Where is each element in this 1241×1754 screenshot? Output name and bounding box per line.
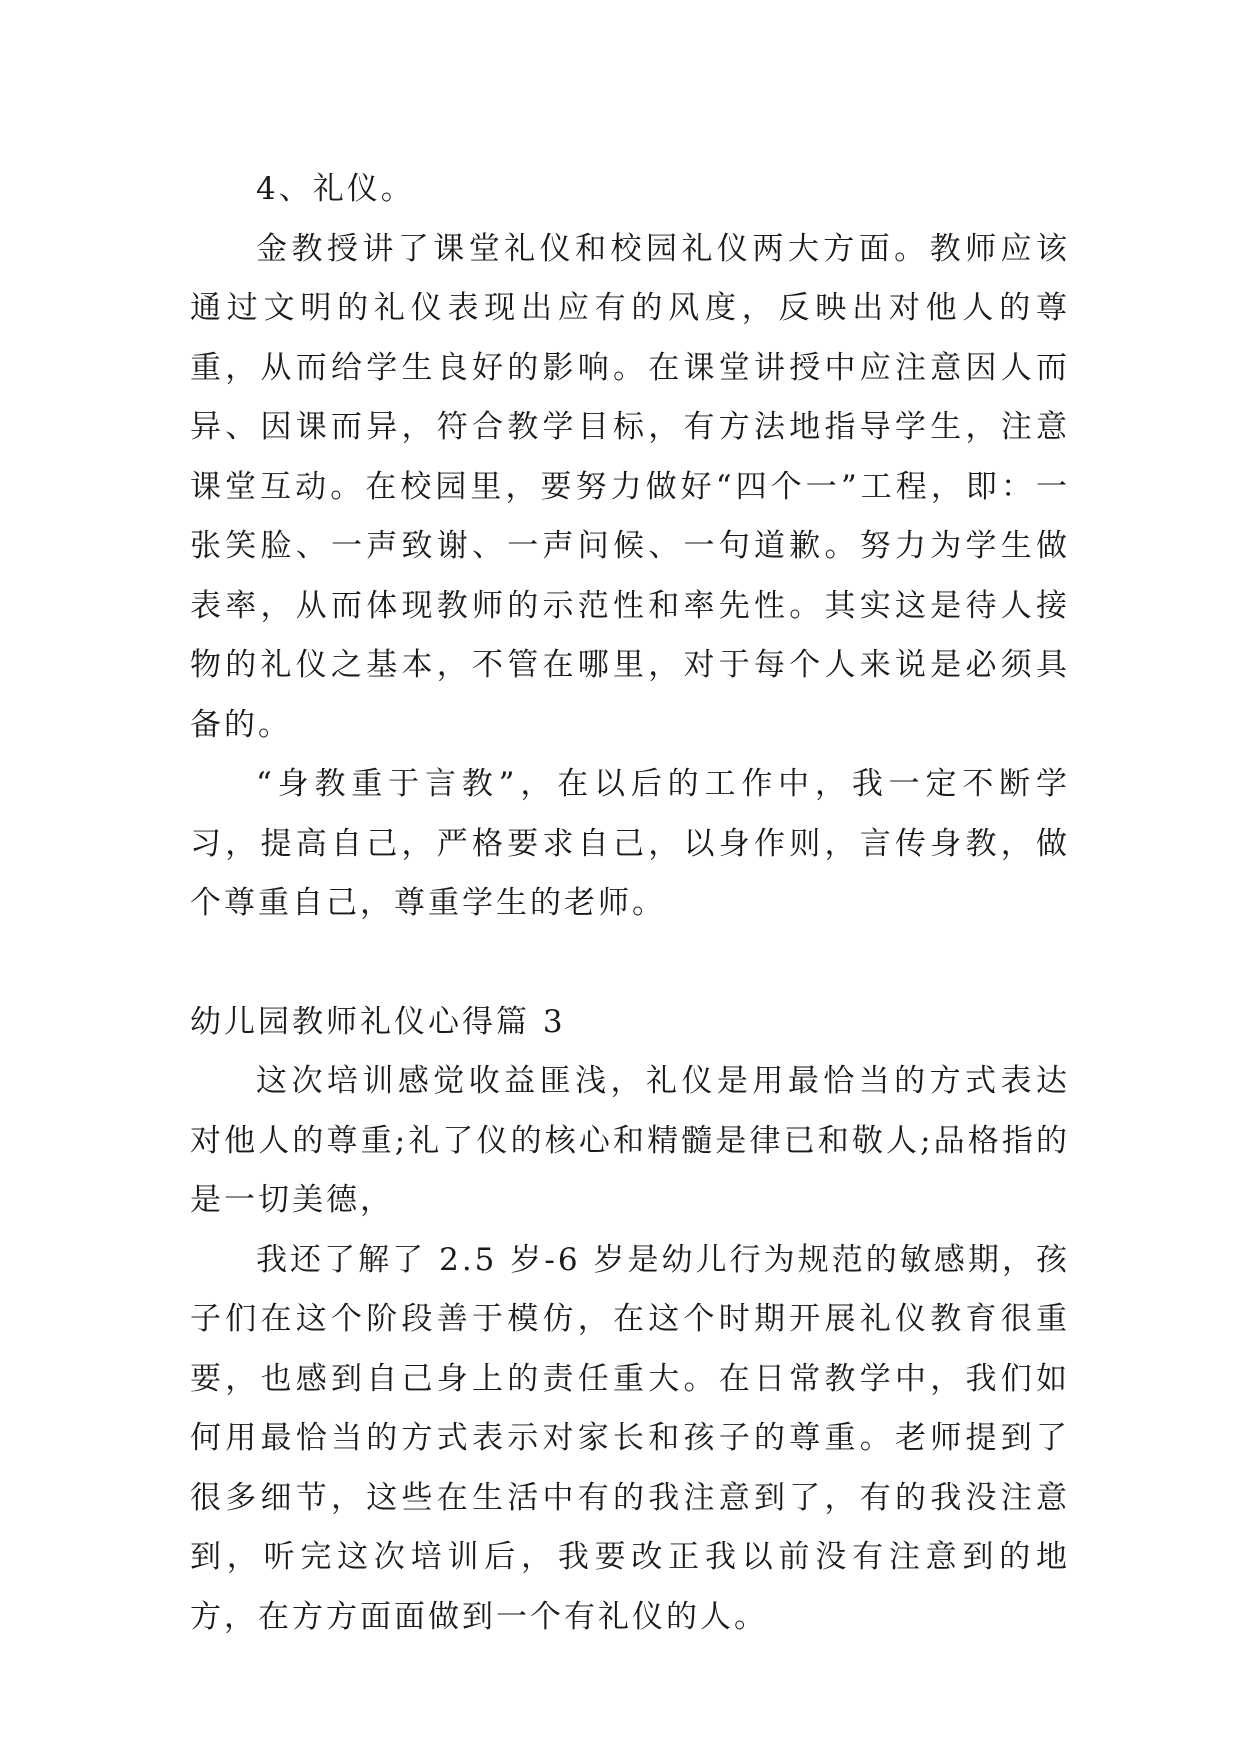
section-gap	[190, 934, 1070, 993]
paragraph-conclusion: “身教重于言教”，在以后的工作中，我一定不断学习，提高自己，严格要求自己，以身作则，言传身教，做个尊重自己，尊重学生的老师。	[190, 766, 1070, 921]
article-title: 幼儿园教师礼仪心得篇 3	[190, 1003, 566, 1040]
paragraph-sensitive-period: 我还了解了 2.5 岁-6 岁是幼儿行为规范的敏感期，孩子们在这个阶段善于模仿，在这个时期开展礼仪教育很重要，也感到自己身上的责任重大。在日常教学中，我们如何用最恰当的方式表示对家长和孩子的尊重。老师提到了很多细节，这些在生活中有的我注意到了，有的我没注意到，听完这次培训后，我要改正我以前没有注意到的地方，在方方面面做到一个有礼仪的人。	[190, 1241, 1070, 1635]
section-item-heading: 4、礼仪。	[256, 171, 415, 207]
paragraph-etiquette: 金教授讲了课堂礼仪和校园礼仪两大方面。教师应该通过文明的礼仪表现出应有的风度，反映出对他人的尊重，从而给学生良好的影响。在课堂讲授中应注意因人而异、因课而异，符合教学目标，有方法地指导学生，注意课堂互动。在校园里，要努力做好“四个一”工程，即：一张笑脸、一声致谢、一声问候、一句道歉。努力为学生做表率，从而体现教师的示范性和率先性。其实这是待人接物的礼仪之基本，不管在哪里，对于每个人来说是必须具备的。	[190, 230, 1070, 743]
paragraph-training: 这次培训感觉收益匪浅，礼仪是用最恰当的方式表达对他人的尊重;礼了仪的核心和精髓是律已和敬人;品格指的是一切美德，	[190, 1063, 1070, 1218]
document-body	[190, 160, 1070, 1647]
